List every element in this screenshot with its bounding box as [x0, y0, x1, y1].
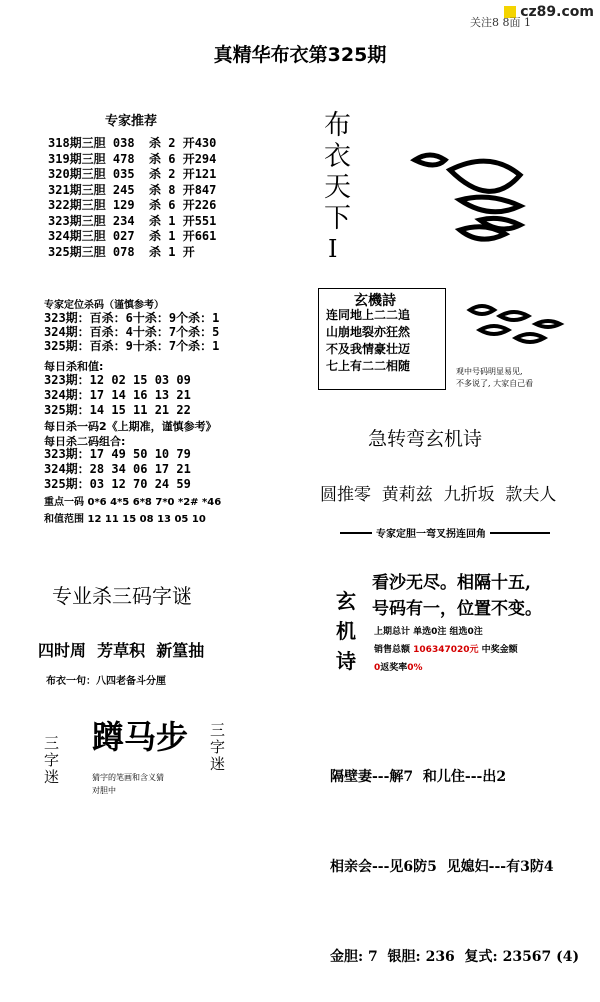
banner-text: 专家定胆一弯叉拐连回角 — [372, 525, 490, 540]
xuanji-line-1: 看沙无尽。相隔十五, — [372, 573, 531, 593]
poem-caption-2: 不多说了, 大家自己看 — [456, 379, 534, 388]
list-item: 323期：百杀：6十杀：9个杀：1 — [44, 311, 220, 325]
list-item: 325期：百杀：9十杀：7个杀：1 — [44, 339, 220, 353]
list-item: 322期三胆 129 杀 6 开226 — [48, 198, 217, 212]
list-item: 相亲会---见6防5 见媳妇---有3防4 — [330, 859, 554, 875]
expert-list — [48, 136, 216, 260]
list-item: 324期：28 34 06 17 21 — [44, 462, 191, 476]
page-title: 真精华布衣第325期 — [213, 44, 387, 66]
sumrange-line: 和值范围 12 11 15 08 13 05 10 — [44, 514, 206, 525]
list-item: 318期三胆 038 杀 2 开430 — [48, 136, 217, 150]
kill3-oneline: 布衣一句：八四老备斗分厘 — [46, 676, 166, 687]
twokill-heading: 每日杀二码组合: — [44, 435, 126, 448]
list-item: 323期三胆 234 杀 1 开551 — [48, 213, 217, 228]
scribble-graphic-icon — [400, 130, 550, 260]
riddle-note-1: 猜字的笔画和含义猜 — [92, 773, 164, 782]
list-item: 323期：12 02 15 03 09 — [44, 373, 191, 387]
expert-heading: 专家推荐 — [105, 114, 158, 129]
xuanji-stats-3: 0返奖率0% — [374, 663, 423, 673]
xuanji-vertical-title: 玄 机 诗 — [336, 589, 356, 673]
list-item: 325期：14 15 11 21 22 — [44, 403, 191, 417]
corner-note: 关注8 8面 1 — [470, 16, 531, 29]
list-item: 324期：百杀：4十杀：7个杀：5 — [44, 325, 220, 339]
list-item: 金胆: 7 银胆: 236 复式: 23567 (4) — [330, 949, 580, 965]
list-item: 319期三胆 478 杀 6 开294 — [48, 151, 217, 166]
riddle-lines — [330, 702, 579, 1002]
riddle-note-2: 对胆中 — [92, 786, 116, 795]
buyi-vertical-title: 布 衣 天 下 I — [324, 110, 351, 263]
sharp-line: 圆推零 黄莉兹 九折坂 款夫人 — [320, 485, 557, 505]
list-item: 321期三胆 245 杀 8 开847 — [48, 182, 217, 197]
list-item: 325期三胆 078 杀 1 开 — [48, 244, 195, 259]
position-heading: 专家定位杀码（谨慎参考） — [44, 300, 164, 311]
site-watermark-text: cz89.com — [520, 4, 594, 20]
right-vertical-label: 三 字 迷 — [210, 721, 226, 773]
list-item: 323期：17 49 50 10 79 — [44, 447, 191, 461]
xuanji-line-2: 号码有一，位置不变。 — [372, 599, 542, 619]
sumkill-list — [44, 373, 191, 418]
list-item: 324期三胆 027 杀 1 开661 — [48, 229, 217, 243]
focus-line: 重点一码 0*6 4*5 6*8 7*0 *2# *46 — [44, 497, 222, 508]
poem-lines: 连同地上二二追 山崩地裂亦狂然 不及我情豪壮迈 七上有二二相随 — [326, 308, 411, 373]
twokill-list — [44, 447, 191, 492]
list-item: 324期：17 14 16 13 21 — [44, 388, 191, 402]
list-item: 隔壁妻---解7 和儿住---出2 — [330, 769, 507, 785]
poem-caption-1: 观中号码明显易见, — [456, 367, 523, 376]
big-riddle: 蹲马步 — [92, 718, 189, 756]
list-item: 325期：03 12 70 24 59 — [44, 477, 191, 491]
list-item: 320期三胆 035 杀 2 开121 — [48, 167, 217, 181]
xuanji-stats-2: 销售总额 106347020元 中奖金额 — [374, 645, 518, 655]
sharp-heading: 急转弯玄机诗 — [368, 428, 483, 450]
left-vertical-label: 三 字 迷 — [44, 734, 60, 786]
sumkill-heading: 每日杀和值: — [44, 360, 104, 373]
kill3-heading: 专业杀三码字谜 — [52, 584, 192, 608]
position-list — [44, 311, 219, 353]
scribble-graphic-2-icon — [460, 298, 570, 358]
xuanji-stats-1: 上期总计 单选0注 组选0注 — [374, 627, 483, 637]
onekill-heading: 每日杀一码2《上期准，谨慎参考》 — [44, 420, 217, 433]
kill3-line: 四时周 芳草积 新篁抽 — [38, 641, 205, 660]
poem-heading: 玄機詩 — [354, 293, 396, 309]
